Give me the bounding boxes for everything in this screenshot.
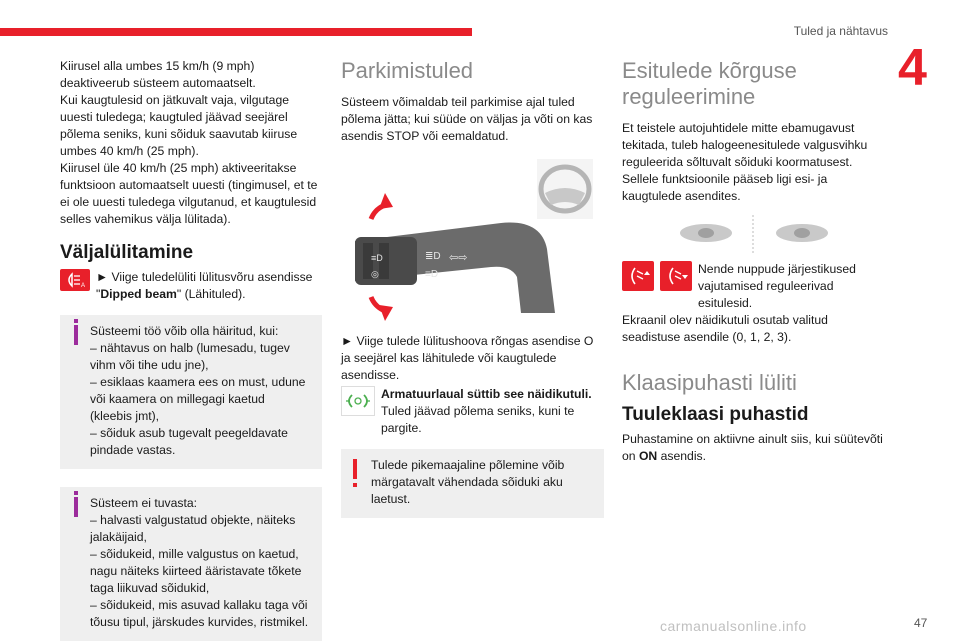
- indicator-text: [381, 386, 604, 437]
- dipped-beam-label: Dipped beam: [100, 287, 177, 301]
- chapter-number: 4: [898, 39, 927, 97]
- svg-text:≣D: ≣D: [425, 251, 441, 262]
- instruction-text: [96, 269, 322, 303]
- info-box-not-detected: [60, 487, 322, 641]
- chapter-color-bar: [0, 28, 472, 36]
- column-1: [60, 58, 322, 641]
- auto-high-beam-icon: [60, 269, 90, 291]
- heading-headlamp-adjust: Esitulede kõrguse reguleerimine: [622, 58, 797, 109]
- indicator-row: [341, 386, 604, 437]
- instruction-dipped-beam: [60, 269, 322, 303]
- paragraph-reactivate: Kiirusel üle 40 km/h (25 mph) aktiveeritakse funktsioon automaatselt uuesti (tingimusel, et te ei ole uuesti tuledega vilgutanud, et kaugtulesid selles vahemikus välja lülitada).: [60, 161, 318, 226]
- paragraph-speed-deactivate: Kiirusel alla umbes 15 km/h (9 mph) deaktiveerub süsteem automaatselt.: [60, 59, 256, 90]
- heading-switch-off: Väljalülitamine: [60, 242, 194, 263]
- headlamp-down-button-icon[interactable]: [622, 261, 654, 291]
- steering-wheel-right-icon: [776, 224, 828, 242]
- info1-line-3: – sõiduk asub tugevalt peegeldavate pindade vastas.: [90, 426, 288, 457]
- info1-line-0: Süsteemi töö võib olla häiritud, kui:: [90, 324, 279, 338]
- paragraph-headlamp-intro: Et teistele autojuhtidele mitte ebamugavust tekitada, tuleb halogeenesitulede valgusvihku reguleerida sõltuvalt sõiduki koormatusest. Sellele funktsioonile pääseb ligi esi- ja kaugtulede asendites.: [622, 121, 868, 203]
- paragraph-wiper-active: [622, 431, 884, 465]
- info-box-disturbance: [60, 315, 322, 469]
- column-3: [622, 58, 884, 465]
- svg-text:A: A: [81, 283, 86, 288]
- svg-text:⇦⇨: ⇦⇨: [449, 252, 468, 264]
- steering-wheel-left-icon: [680, 224, 732, 242]
- warning-exclamation-icon: [353, 459, 357, 479]
- buttons-text: Nende nuppude järjestikused vajutamised reguleerivad esitulesid.: [698, 262, 856, 310]
- page-number: 47: [914, 616, 928, 630]
- warning-text: Tulede pikemaajaline põlemine võib märgatavalt vähendada sõiduki aku laetust.: [371, 458, 565, 506]
- instruction-text-b: " (Lähituled).: [176, 287, 246, 301]
- info2-line-1: – halvasti valgustatud objekte, näiteks jalakäijaid,: [90, 513, 296, 544]
- instruction-ring-position: ► Viige tulede lülitushoova rõngas asendise O ja seejärel kas lähitulede või kaugtulede asendisse.: [341, 334, 594, 382]
- heading-wiper-switch: Klaasipuhasti lüliti: [622, 370, 797, 395]
- heading-parking-lights: Parkimistuled: [341, 58, 474, 83]
- svg-text:◎: ◎: [371, 269, 379, 279]
- info2-line-3: – sõidukeid, mis asuvad kallaku taga või tõusu tipul, järskudes kurvides, ristmikel.: [90, 598, 309, 629]
- headlamp-up-button-icon[interactable]: [660, 261, 692, 291]
- indicator-rest-text: Tuled jäävad põlema seniks, kuni te pargite.: [381, 404, 575, 435]
- wheel-illustration: [622, 213, 884, 255]
- info2-line-2: – sõidukeid, mille valgustus on kaetud, nagu näiteks kiirteed ääristavate tõkete taga liikuvad sõidukid,: [90, 547, 302, 595]
- column-2: [341, 58, 604, 518]
- info1-line-2: – esiklaas kaamera ees on must, udune või kaamera on millegagi kaetud (kleebis jmt),: [90, 375, 306, 423]
- steering-wheel-icon: [537, 159, 593, 219]
- svg-text:≡D: ≡D: [425, 269, 439, 280]
- wiper-text-a: Puhastamine on aktiivne ainult siis, kui süütevõti on: [622, 432, 883, 463]
- heading-windscreen-wipers: Tuuleklaasi puhastid: [622, 404, 809, 425]
- info1-line-1: – nähtavus on halb (lumesadu, tugev vihm või tihe udu jne),: [90, 341, 290, 372]
- svg-text:≡D: ≡D: [371, 253, 383, 263]
- watermark: carmanualsonline.info: [660, 618, 807, 634]
- paragraph-parking-intro: Süsteem võimaldab teil parkimise ajal tuled põlema jätta; kui süüde on väljas ja võti on kas asendis STOP või eemaldatud.: [341, 95, 593, 143]
- section-title: Tuled ja nähtavus: [793, 24, 888, 38]
- on-position-label: ON: [638, 449, 658, 463]
- info2-line-0: Süsteem ei tuvasta:: [90, 496, 198, 510]
- stalk-illustration: [341, 153, 604, 323]
- parking-light-indicator-icon: [341, 386, 375, 416]
- screen-indicator-text: Ekraanil olev näidikutuli osutab valitud seadistuse asendile (0, 1, 2, 3).: [622, 313, 828, 344]
- wiper-text-b: asendis.: [657, 449, 707, 463]
- paragraph-flash-again: Kui kaugtulesid on jätkuvalt vaja, vilgutage uuesti tuledega; kaugtuled jäävad seejärel põlema seniks, kuni sõiduk saavutab kiiruse umbes 40 km/h (25 mph).: [60, 93, 298, 158]
- instruction-text-a: ► Viige tuledelüliti lülitusvõru asendisse ": [96, 270, 313, 301]
- info-icon: [74, 325, 78, 345]
- adjust-buttons-row: [622, 261, 884, 312]
- warning-box-battery: [341, 449, 604, 518]
- indicator-bold-text: Armatuurlaual süttib see näidikutuli.: [381, 387, 592, 401]
- info-icon: [74, 497, 78, 517]
